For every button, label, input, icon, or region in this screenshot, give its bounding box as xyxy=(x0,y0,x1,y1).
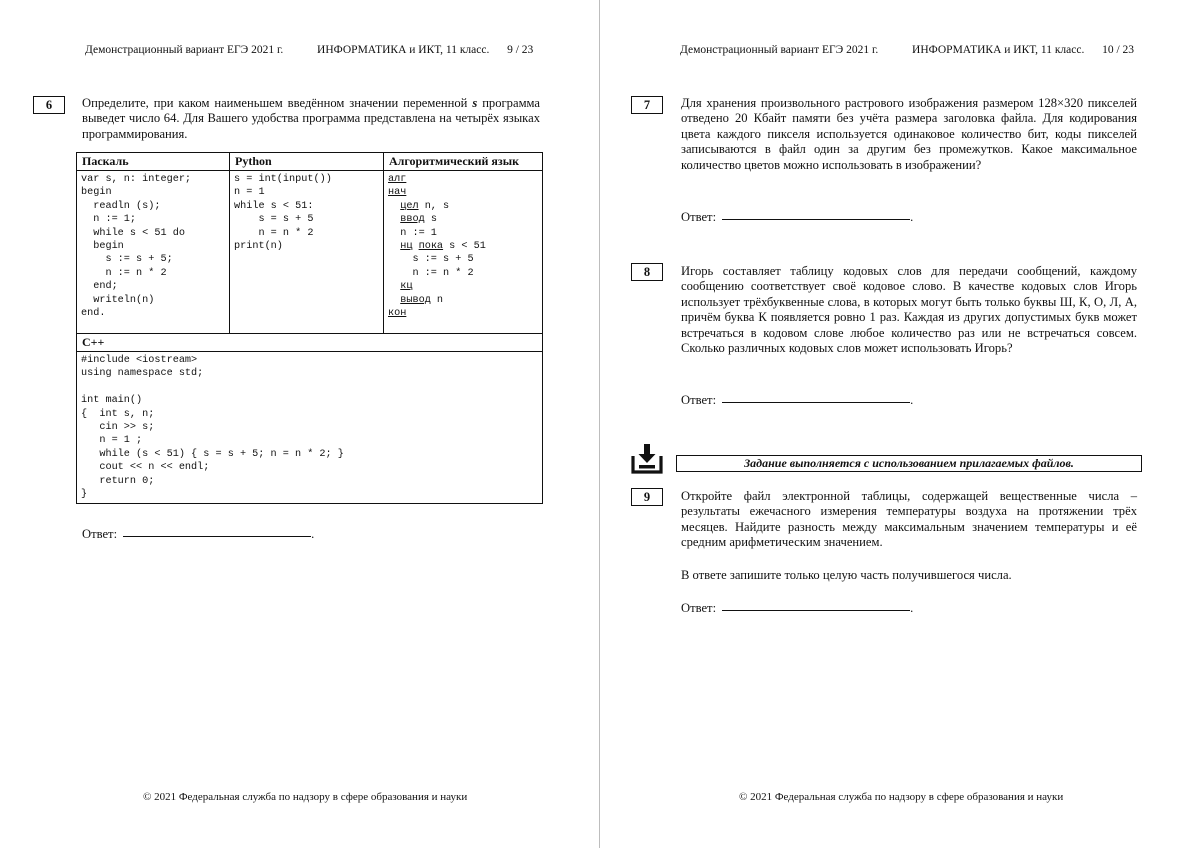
download-file-icon xyxy=(631,442,663,474)
algo-line: n := n * 2 xyxy=(388,267,474,279)
answer-line[interactable] xyxy=(722,218,910,220)
algo-vars: n, s xyxy=(418,200,450,212)
answer-line[interactable] xyxy=(722,401,910,403)
files-banner: Задание выполняется с использованием прилагаемых файлов. xyxy=(676,455,1142,472)
task-number-9: 9 xyxy=(631,488,663,506)
algo-line: s := s + 5 xyxy=(388,254,474,266)
algo-keyword-nc: нц xyxy=(400,241,413,253)
algo-keyword-nach: нач xyxy=(388,187,407,199)
answer-7 xyxy=(681,210,913,225)
algo-keyword-kc: кц xyxy=(400,281,413,293)
algo-keyword-cel: цел xyxy=(400,200,419,212)
task-number-7: 7 xyxy=(631,96,663,114)
header-title: Демонстрационный вариант ЕГЭ 2021 г. xyxy=(680,44,879,56)
task-6-text xyxy=(82,96,540,142)
answer-6 xyxy=(82,527,314,542)
answer-end: . xyxy=(910,210,914,224)
code-python: s = int(input()) n = 1 while s < 51: s = s + 5 n = n * 2 print(n) xyxy=(234,174,332,253)
task-9-text: Откройте файл электронной таблицы, содержащей вещественные числа – результаты ежечасного измерения температуры воздуха на протяжении трёх месяцев. Найдите разность между максимальным значением температуры и её средним арифметическим значением. xyxy=(681,489,1137,550)
algo-keyword-vvod: ввод xyxy=(400,214,425,226)
task-6-variable: s xyxy=(472,96,478,110)
algo-keyword-vyvod: вывод xyxy=(400,294,431,306)
page-number: 10 / 23 xyxy=(1102,44,1135,56)
code-cpp: #include <iostream> using namespace std; int main() { int s, n; cin >> s; n = 1 ; while (s < 51) { s = s + 5; n = n * 2; } cout << n << endl; return 0; } xyxy=(81,355,344,501)
task-6-text-after: программа выведет число 64. Для Вашего удобства программа представлена на четырёх языках программирования. xyxy=(82,96,541,141)
algo-keyword-alg: алг xyxy=(388,174,407,185)
answer-line[interactable] xyxy=(722,609,910,611)
code-pascal: var s, n: integer; begin readln (s); n := 1; while s < 51 do begin s := s + 5; n := n * 2 end; writeln(n) end. xyxy=(81,174,192,320)
header-algo: Алгоритмический язык xyxy=(384,153,543,171)
page-header xyxy=(680,44,1134,56)
algo-keyword-kon: кон xyxy=(388,308,407,320)
answer-label: Ответ: xyxy=(681,210,717,224)
task-6-text-before: Определите, при каком наименьшем введённом значении переменной xyxy=(82,96,468,110)
task-number-8: 8 xyxy=(631,263,663,281)
page-header xyxy=(85,44,533,56)
footer: © 2021 Федеральная служба по надзору в сфере образования и науки xyxy=(739,791,1064,803)
algo-condition: s < 51 xyxy=(443,241,486,253)
task-8-text: Игорь составляет таблицу кодовых слов для передачи сообщений, каждому сообщению соответствует своё кодовое слово. В качестве кодовых слов Игорь использует трёхбуквенные слова, в которых могут быть только буквы Ш, К, О, Л, А, причём буква К появляется ровно 1 раз. Каждая из других допустимых букв может встречаться в кодовом слове любое количество раз или не встречаться совсем. Сколько различных кодовых слов может использовать Игорь? xyxy=(681,264,1137,356)
footer: © 2021 Федеральная служба по надзору в сфере образования и науки xyxy=(143,791,468,803)
answer-end: . xyxy=(910,601,914,615)
code-table xyxy=(76,152,543,504)
answer-9 xyxy=(681,601,913,616)
answer-label: Ответ: xyxy=(82,527,118,541)
answer-end: . xyxy=(311,527,315,541)
algo-input-var: s xyxy=(424,214,437,226)
header-subject: ИНФОРМАТИКА и ИКТ, 11 класс. xyxy=(912,44,1085,56)
page-number: 9 / 23 xyxy=(507,44,534,56)
algo-keyword-poka: пока xyxy=(418,241,444,253)
answer-label: Ответ: xyxy=(681,393,717,407)
answer-line[interactable] xyxy=(123,535,311,537)
algo-line: n := 1 xyxy=(388,227,437,239)
task-number-6: 6 xyxy=(33,96,65,114)
answer-8 xyxy=(681,393,913,408)
task-7-text: Для хранения произвольного растрового изображения размером 128×320 пикселей отведено 20 Кбайт памяти без учёта размера заголовка файла. Для кодирования цвета каждого пикселя используется одинаковое количество бит, коды пикселей записываются в файл один за другим без промежутков. Какое максимальное количество цветов можно использовать в изображении? xyxy=(681,96,1137,172)
algo-output-var: n xyxy=(430,294,444,306)
task-9-note: В ответе запишите только целую часть получившегося числа. xyxy=(681,568,1012,582)
header-cpp: C++ xyxy=(77,334,543,352)
code-algo xyxy=(388,173,538,320)
header-python: Python xyxy=(230,153,384,171)
answer-end: . xyxy=(910,393,914,407)
header-pascal: Паскаль xyxy=(77,153,230,171)
header-subject: ИНФОРМАТИКА и ИКТ, 11 класс. xyxy=(317,44,490,56)
header-title: Демонстрационный вариант ЕГЭ 2021 г. xyxy=(85,44,284,56)
answer-label: Ответ: xyxy=(681,601,717,615)
